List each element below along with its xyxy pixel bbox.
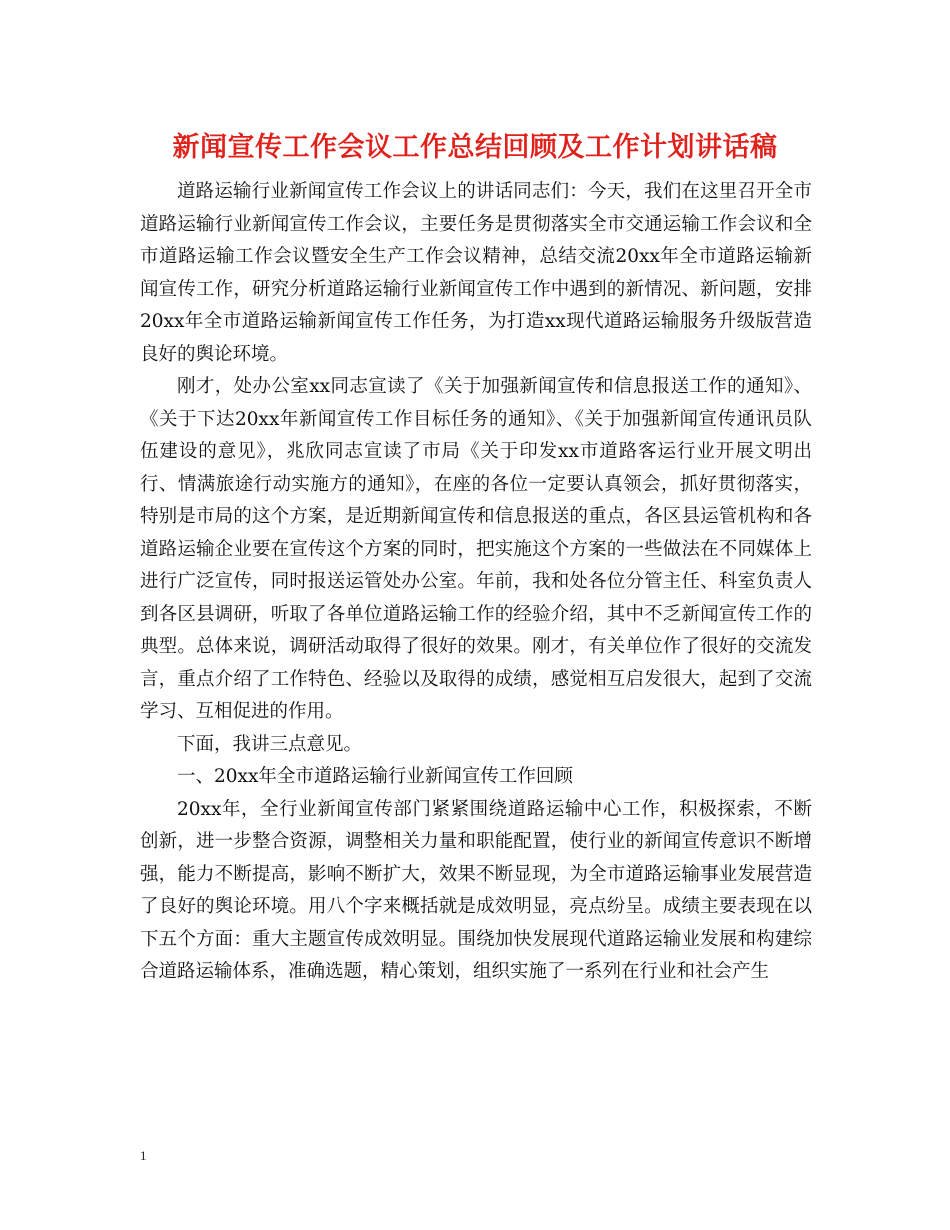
- page-number: 1: [140, 1148, 147, 1163]
- section-heading-1: 一、20xx年全市道路运输行业新闻宣传工作回顾: [177, 766, 573, 787]
- document-body: [140, 176, 812, 989]
- paragraph-1: 道路运输行业新闻宣传工作会议上的讲话同志们：今天，我们在这里召开全市道路运输行业新闻宣传工作会议，主要任务是贯彻落实全市交通运输工作会议和全市道路运输工作会议暨安全生产工作会议精神，总结交流20xx年全市道路运输新闻宣传工作，研究分析道路运输行业新闻宣传工作中遇到的新情况、新问题，安排20xx年全市道路运输新闻宣传工作任务，为打造xx现代道路运输服务升级版营造良好的舆论环境。: [140, 181, 812, 365]
- document-title: 新闻宣传工作会议工作总结回顾及工作计划讲话稿: [172, 132, 778, 163]
- paragraph-4: 20xx年，全行业新闻宣传部门紧紧围绕道路运输中心工作，积极探索，不断创新，进一步整合资源，调整相关力量和职能配置，使行业的新闻宣传意识不断增强，能力不断提高，影响不断扩大，效果不断显现，为全市道路运输事业发展营造了良好的舆论环境。用八个字来概括就是成效明显，亮点纷呈。成绩主要表现在以下五个方面：重大主题宣传成效明显。围绕加快发展现代道路运输业发展和构建综合道路运输体系，准确选题，精心策划，组织实施了一系列在行业和社会产生: [140, 798, 812, 982]
- paragraph-3: 下面，我讲三点意见。: [177, 733, 363, 755]
- paragraph-2: 刚才，处办公室xx同志宣读了《关于加强新闻宣传和信息报送工作的通知》、《关于下达20xx年新闻宣传工作目标任务的通知》、《关于加强新闻宣传通讯员队伍建设的意见》，兆欣同志宣读了市局《关于印发xx市道路客运行业开展文明出行、情满旅途行动实施方的通知》，在座的各位一定要认真领会，抓好贯彻落实，特别是市局的这个方案，是近期新闻宣传和信息报送的重点，各区县运管机构和各道路运输企业要在宣传这个方案的同时，把实施这个方案的一些做法在不同媒体上进行广泛宣传，同时报送运管处办公室。年前，我和处各位分管主任、科室负责人到各区县调研，听取了各单位道路运输工作的经验介绍，其中不乏新闻宣传工作的典型。总体来说，调研活动取得了很好的效果。刚才，有关单位作了很好的交流发言，重点介绍了工作特色、经验以及取得的成绩，感觉相互启发很大，起到了交流学习、互相促进的作用。: [140, 376, 812, 722]
